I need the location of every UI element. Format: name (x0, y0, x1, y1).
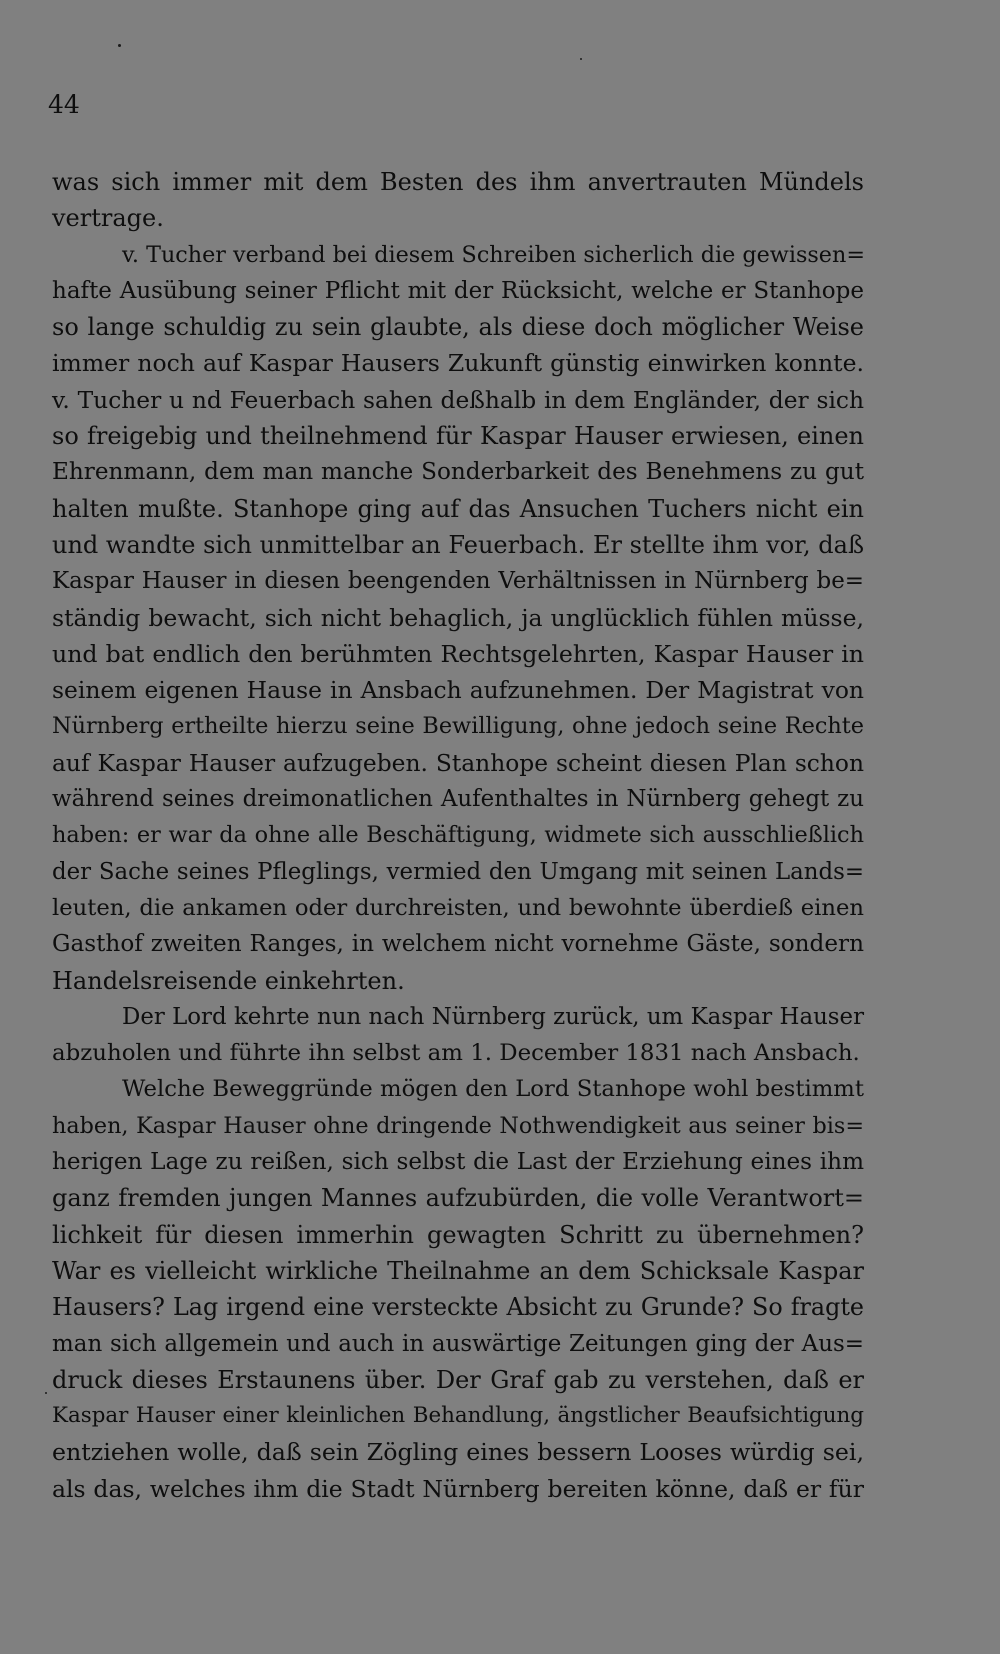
paragraph (52, 237, 864, 999)
text-line: ganz fremden jungen Mannes aufzubürden, die volle Verantwort= (52, 1184, 864, 1213)
text-line: Nürnberg ertheilte hierzu seine Bewilligung, ohne jedoch seine Rechte (52, 713, 864, 740)
text-line: was sich immer mit dem Besten des ihm anvertrauten Mündels (52, 168, 864, 196)
print-speck (580, 58, 582, 60)
text-line: druck dieses Erstaunens über. Der Graf gab zu verstehen, daß er (52, 1365, 864, 1394)
text-line: leuten, die ankamen oder durchreisten, und bewohnte überdieß einen (52, 894, 864, 921)
text-line: Kaspar Hauser einer kleinlichen Behandlung, ängstlicher Beaufsichtigung (52, 1403, 864, 1429)
text-line: abzuholen und führte ihn selbst am 1. December 1831 nach Ansbach. (52, 1040, 860, 1067)
text-line: haben: er war da ohne alle Beschäftigung, widmete sich ausschließlich (52, 822, 864, 849)
text-line: lichkeit für diesen immerhin gewagten Schritt zu übernehmen? (52, 1220, 864, 1249)
text-line: Ehrenmann, dem man manche Sonderbarkeit des Benehmens zu gut (52, 459, 864, 486)
text-line: Gasthof zweiten Ranges, in welchem nicht vornehme Gäste, sondern (52, 931, 864, 958)
body-text (52, 164, 864, 1507)
text-line: War es vielleicht wirkliche Theilnahme an dem Schicksale Kaspar (52, 1256, 864, 1285)
paragraph (52, 164, 864, 237)
text-line: halten mußte. Stanhope ging auf das Ansuchen Tuchers nicht ein (52, 494, 864, 523)
text-line: und bat endlich den berühmten Rechtsgelehrten, Kaspar Hauser in (52, 639, 864, 668)
text-line: v. Tucher u nd Feuerbach sahen deßhalb in dem Engländer, der sich (52, 385, 864, 414)
text-line: Handelsreisende einkehrten. (52, 966, 405, 995)
text-line: hafte Ausübung seiner Pflicht mit der Rücksicht, welche er Stanhope (52, 277, 864, 304)
text-line: so lange schuldig zu sein glaubte, als diese doch möglicher Weise (52, 313, 864, 342)
print-speck (45, 1392, 47, 1394)
text-line: so freigebig und theilnehmend für Kaspar Hauser erwiesen, einen (52, 422, 864, 451)
paragraph (52, 1071, 864, 1507)
text-line: vertrage. (52, 204, 164, 233)
text-line: herigen Lage zu reißen, sich selbst die Last der Erziehung eines ihm (52, 1149, 864, 1176)
text-line: immer noch auf Kaspar Hausers Zukunft günstig einwirken konnte. (52, 349, 864, 378)
text-line: als das, welches ihm die Stadt Nürnberg bereiten könne, daß er für (52, 1474, 864, 1503)
text-line: der Sache seines Pfleglings, vermied den Umgang mit seinen Lands= (52, 858, 864, 885)
text-line: Der Lord kehrte nun nach Nürnberg zurück, um Kaspar Hauser (122, 1003, 864, 1030)
text-line: v. Tucher verband bei diesem Schreiben sicherlich die gewissen= (122, 241, 865, 268)
text-line: ständig bewacht, sich nicht behaglich, ja unglücklich fühlen müsse, (52, 603, 864, 632)
text-line: entziehen wolle, daß sein Zögling eines bessern Looses würdig sei, (52, 1438, 864, 1467)
text-line: auf Kaspar Hauser aufzugeben. Stanhope scheint diesen Plan schon (52, 748, 864, 777)
text-line: haben, Kaspar Hauser ohne dringende Nothwendigkeit aus seiner bis= (52, 1112, 864, 1139)
text-line: seinem eigenen Hause in Ansbach aufzunehmen. Der Magistrat von (52, 676, 864, 705)
page-number: 44 (48, 90, 80, 119)
text-line: Kaspar Hauser in diesen beengenden Verhältnissen in Nürnberg be= (52, 568, 864, 595)
print-speck (118, 44, 121, 47)
text-line: und wandte sich unmittelbar an Feuerbach. Er stellte ihm vor, daß (52, 530, 864, 559)
text-line: während seines dreimonatlichen Aufenthaltes in Nürnberg gehegt zu (52, 786, 864, 813)
text-line: man sich allgemein und auch in auswärtige Zeitungen ging der Aus= (52, 1330, 864, 1357)
paragraph (52, 999, 864, 1072)
text-line: Hausers? Lag irgend eine versteckte Absicht zu Grunde? So fragte (52, 1293, 864, 1322)
text-line: Welche Beweggründe mögen den Lord Stanhope wohl bestimmt (122, 1076, 864, 1103)
